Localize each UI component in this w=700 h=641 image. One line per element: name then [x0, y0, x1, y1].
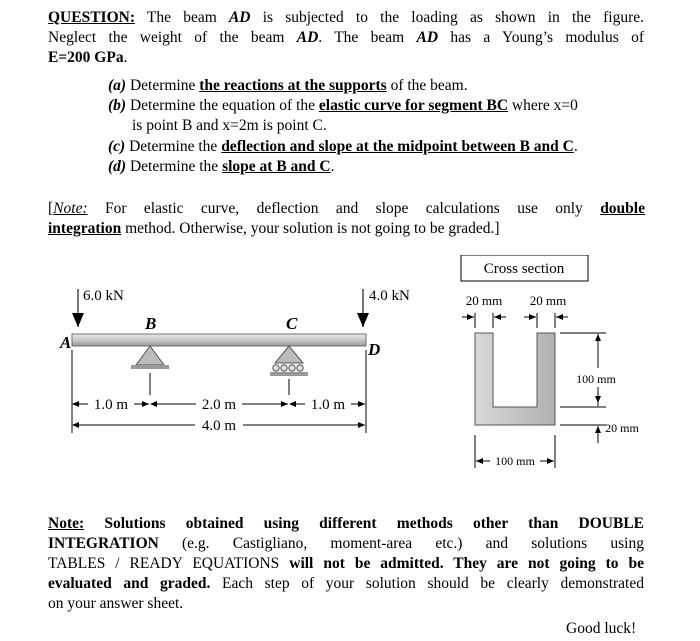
- part-emphasis: elastic curve for segment BC: [318, 97, 509, 114]
- roller-support-c: [275, 346, 303, 363]
- note-bottom-line-4: [48, 574, 644, 594]
- question-text: . The beam: [318, 29, 417, 46]
- load-left-label: 6.0 kN: [83, 288, 124, 304]
- u-cross-section: [475, 333, 555, 425]
- note-label: Note:: [48, 515, 85, 532]
- part-letter: (b): [108, 97, 127, 114]
- cross-section-label: Cross section: [483, 261, 565, 277]
- part-text: where x=0: [508, 97, 578, 114]
- dim-bc-label: 2.0 m: [201, 397, 237, 413]
- part-text: .: [573, 138, 578, 155]
- beam-name: AD: [228, 9, 251, 26]
- cs-flange-right-label: 20 mm: [529, 293, 567, 308]
- beam-figure: [0, 255, 700, 505]
- part-text: Determine the: [126, 158, 223, 175]
- part-letter: (c): [108, 138, 126, 155]
- dim-ab-label: 1.0 m: [93, 397, 129, 413]
- cs-height-dim: [560, 333, 606, 443]
- note-label: Note:: [53, 200, 88, 217]
- note-top-line-2: [48, 219, 500, 239]
- part-emphasis: deflection and slope at the midpoint between B and C: [221, 138, 574, 155]
- note-emphasis: double: [600, 200, 645, 217]
- beam: [72, 334, 366, 346]
- cs-flange-dims: [462, 313, 568, 328]
- point-c-label: C: [286, 314, 298, 333]
- cs-height-label: 100 mm: [576, 372, 616, 386]
- question-label: QUESTION:: [48, 9, 135, 26]
- note-text: For elastic curve, deflection and slope calculations use only: [87, 200, 601, 217]
- question-line-1: [48, 8, 644, 28]
- point-a-label: A: [60, 333, 72, 352]
- question-line-2: [48, 28, 644, 48]
- question-line-3: [48, 48, 127, 68]
- part-letter: (d): [108, 158, 127, 175]
- point-b-label: B: [145, 314, 157, 333]
- question-text: is subjected to the loading as shown in the figure.: [250, 9, 644, 26]
- part-b-continuation: is point B and x=2m is point C.: [132, 117, 327, 134]
- note-emphasis: integration: [48, 220, 122, 237]
- dim-cd-label: 1.0 m: [310, 397, 346, 413]
- note-bottom-line-2: [48, 534, 644, 554]
- note-emphasis: INTEGRATION: [48, 535, 159, 552]
- note-text: TABLES / READY EQUATIONS: [48, 555, 290, 572]
- note-emphasis: will not be admitted. They are not going to be: [289, 555, 644, 572]
- note-text: Each step of your solution should be clearly demonstrated: [210, 575, 644, 592]
- question-text: has a Young’s modulus of: [438, 29, 645, 46]
- part-text: Determine the: [125, 138, 222, 155]
- cs-width-label: 100 mm: [495, 454, 535, 468]
- note-text: [: [48, 200, 54, 217]
- beam-name: AD: [296, 29, 319, 46]
- roller-wheels: [273, 365, 303, 371]
- note-text: Solutions obtained using different methods other than DOUBLE: [84, 515, 644, 532]
- note-top-line-1: [48, 199, 645, 219]
- part-b: [108, 96, 578, 116]
- question-text: .: [123, 49, 128, 66]
- part-text: of the beam.: [386, 77, 468, 94]
- roller-support-c-base: [270, 372, 308, 376]
- cs-bottom-thk-label: 20 mm: [605, 421, 639, 435]
- closing-text: Good luck!: [566, 620, 637, 637]
- part-text: Determine: [126, 77, 200, 94]
- question-text: Neglect the weight of the beam: [48, 29, 297, 46]
- note-text: (e.g. Castigliano, moment-area etc.) and solutions using: [158, 535, 644, 552]
- modulus-value: E=200 GPa: [48, 49, 124, 66]
- part-emphasis: the reactions at the supports: [199, 77, 387, 94]
- pin-support-b-base: [131, 365, 169, 369]
- part-letter: (a): [108, 77, 127, 94]
- part-text: .: [330, 158, 335, 175]
- beam-name: AD: [416, 29, 439, 46]
- note-emphasis: evaluated and graded.: [48, 575, 211, 592]
- note-bottom-line-1: [48, 514, 644, 534]
- dim-ad-label: 4.0 m: [201, 418, 237, 434]
- note-bottom-line-5: on your answer sheet.: [48, 595, 184, 612]
- cs-flange-left-label: 20 mm: [465, 293, 503, 308]
- part-text: Determine the equation of the: [126, 97, 319, 114]
- part-emphasis: slope at B and C: [222, 158, 331, 175]
- question-text: The beam: [135, 9, 229, 26]
- part-a: [108, 76, 468, 96]
- part-d: [108, 157, 334, 177]
- point-d-label: D: [368, 340, 381, 359]
- pin-support-b: [136, 346, 164, 365]
- part-c: [108, 137, 578, 157]
- load-right-label: 4.0 kN: [369, 288, 410, 304]
- note-text: method. Otherwise, your solution is not going to be graded.]: [121, 220, 500, 237]
- note-bottom-line-3: [48, 554, 644, 574]
